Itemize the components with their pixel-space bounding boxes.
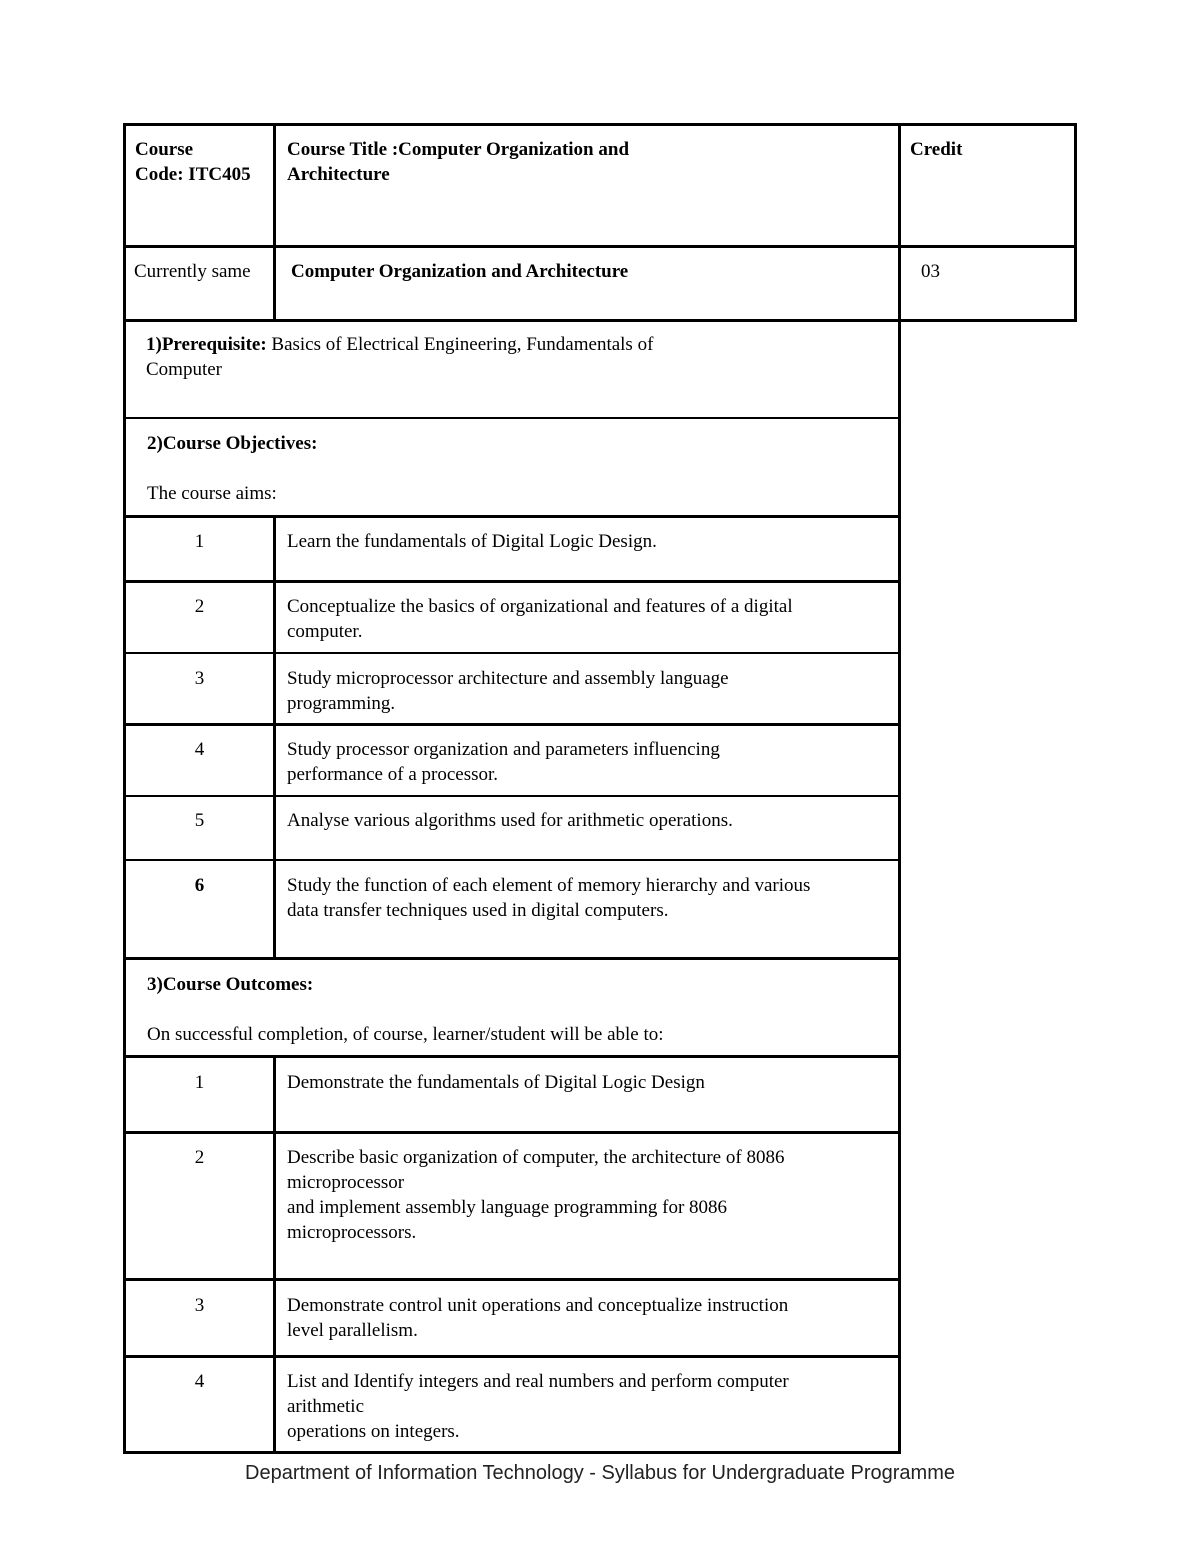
- table-border: [123, 859, 901, 861]
- prerequisite-label: 1)Prerequisite:: [146, 334, 267, 355]
- outcome-text: [287, 1369, 892, 1444]
- course-title-line2: Architecture: [287, 164, 390, 185]
- outcome-number: 1: [194, 1072, 205, 1093]
- outcome-line: List and Identify integers and real numbers and perform computer: [287, 1371, 789, 1392]
- course-title-label: Course Title :Computer Organization and: [287, 139, 630, 160]
- course-code-value: Code: ITC405: [135, 164, 251, 185]
- objectives-heading-cell: [147, 431, 887, 506]
- objectives-intro: The course aims:: [147, 483, 277, 504]
- objective-number: 5: [194, 810, 205, 831]
- course-title-cell: [287, 137, 887, 187]
- table-border: [123, 1355, 901, 1358]
- outcome-text: [287, 1145, 892, 1245]
- table-border: [123, 580, 901, 583]
- objective-line: Analyse various algorithms used for arithmetic operations.: [287, 810, 733, 831]
- outcome-line: and implement assembly language programming for 8086: [287, 1197, 728, 1218]
- table-border: [123, 417, 901, 419]
- outcomes-heading-cell: [147, 972, 892, 1047]
- prerequisite-text-line2: Computer: [146, 359, 222, 380]
- outcome-line: arithmetic: [287, 1396, 365, 1417]
- objective-number: 4: [194, 739, 205, 760]
- objective-text: [287, 666, 892, 716]
- current-credit: 03: [921, 261, 940, 282]
- outcome-line: microprocessor: [287, 1172, 405, 1193]
- table-border: [123, 795, 901, 797]
- objective-line: Study microprocessor architecture and assembly language: [287, 668, 729, 689]
- outcomes-heading: 3)Course Outcomes:: [147, 974, 314, 995]
- objective-line: computer.: [287, 621, 363, 642]
- objectives-heading: 2)Course Objectives:: [147, 433, 318, 454]
- objective-line: programming.: [287, 693, 396, 714]
- table-border: [123, 123, 126, 1454]
- outcome-text: [287, 1293, 892, 1343]
- table-border: [123, 245, 1077, 248]
- table-border: [123, 515, 901, 518]
- table-border: [273, 123, 276, 322]
- outcome-number: 3: [194, 1295, 205, 1316]
- table-border: [123, 1278, 901, 1281]
- objective-line: Conceptualize the basics of organizational and features of a digital: [287, 596, 793, 617]
- objective-number: 3: [194, 668, 205, 689]
- outcome-line: level parallelism.: [287, 1320, 418, 1341]
- objective-line: data transfer techniques used in digital computers.: [287, 900, 669, 921]
- course-code-label: Course: [135, 139, 194, 160]
- table-border: [273, 515, 276, 960]
- current-label: Currently same: [134, 261, 251, 282]
- outcomes-intro: On successful completion, of course, learner/student will be able to:: [147, 1024, 664, 1045]
- objective-line: Learn the fundamentals of Digital Logic Design.: [287, 531, 657, 552]
- objective-text: [287, 594, 892, 644]
- objective-line: Study the function of each element of memory hierarchy and various: [287, 875, 811, 896]
- objective-text: [287, 873, 892, 923]
- prerequisite-text: Basics of Electrical Engineering, Fundamentals of: [266, 334, 654, 355]
- credit-header-cell: [910, 137, 1070, 162]
- table-border: [123, 1131, 901, 1134]
- objective-text: [287, 808, 892, 833]
- prerequisite-cell: [146, 332, 886, 382]
- table-border: [123, 1451, 901, 1454]
- outcome-line: microprocessors.: [287, 1222, 417, 1243]
- objective-line: Study processor organization and parameters influencing: [287, 739, 720, 760]
- page-footer: Department of Information Technology - Syllabus for Undergraduate Programme: [245, 1462, 955, 1484]
- table-border: [123, 123, 1077, 126]
- outcome-number: 2: [194, 1147, 205, 1168]
- outcome-line: Demonstrate control unit operations and conceptualize instruction: [287, 1295, 789, 1316]
- outcome-number: 4: [194, 1371, 205, 1392]
- objective-number: 2: [194, 596, 205, 617]
- table-border: [123, 957, 901, 960]
- outcome-line: Describe basic organization of computer, the architecture of 8086: [287, 1147, 785, 1168]
- table-border: [123, 1055, 901, 1058]
- outcome-line: Demonstrate the fundamentals of Digital Logic Design: [287, 1072, 705, 1093]
- outcome-line: operations on integers.: [287, 1421, 460, 1442]
- table-border: [123, 652, 901, 654]
- table-border: [123, 319, 1077, 322]
- objective-line: performance of a processor.: [287, 764, 499, 785]
- current-title: Computer Organization and Architecture: [291, 261, 629, 282]
- objective-text: [287, 737, 892, 787]
- table-border: [1074, 123, 1077, 322]
- outcome-text: [287, 1070, 892, 1095]
- table-border: [273, 1055, 276, 1454]
- course-code-cell: [135, 137, 273, 187]
- table-border: [898, 123, 901, 1454]
- objective-number: 1: [194, 531, 205, 552]
- objective-text: [287, 529, 892, 554]
- objective-number: 6: [194, 875, 205, 896]
- table-border: [123, 723, 901, 726]
- credit-label: Credit: [910, 139, 963, 160]
